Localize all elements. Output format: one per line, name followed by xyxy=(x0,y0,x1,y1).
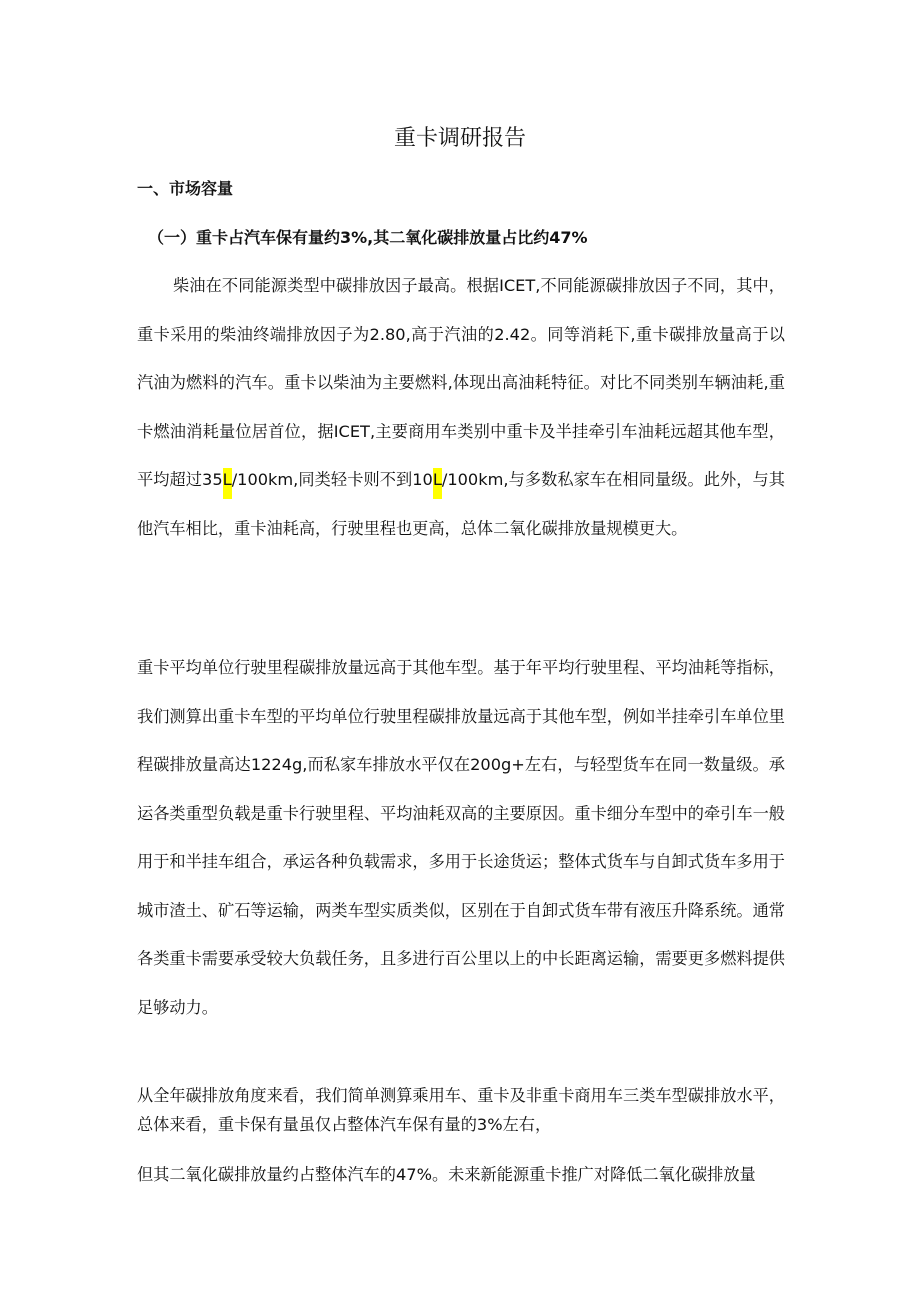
paragraph-annual-emission: 从全年碳排放角度来看，我们简单测算乘用车、重卡及非重卡商用车三类车型碳排放水平，总体来看，重卡保有量虽仅占整体汽车保有量的3%左右， xyxy=(137,1086,785,1134)
paragraph-unit-mileage-emission: 重卡平均单位行驶里程碳排放量远高于其他车型。基于年平均行驶里程、平均油耗等指标，我们测算出重卡车型的平均单位行驶里程碳排放量远高于其他车型，例如半挂牵引车单位里程碳排放量高达1224g,而私家车排放水平仅在200g+左右，与轻型货车在同一数量级。承运各类重型负载是重卡行驶里程、平均油耗双高的主要原因。重卡细分车型中的牵引车一般用于和半挂车组合，承运各种负载需求，多用于长途货运；整体式货车与自卸式货车多用于城市渣土、矿石等运输，两类车型实质类似，区别在于自卸式货车带有液压升降系统。通常各类重卡需要承受较大负载任务，且多进行百公里以上的中长距离运输，需要更多燃料提供足够动力。 xyxy=(137,658,785,1017)
paragraph-text-segment: 柴油在不同能源类型中碳排放因子最高。根据ICET,不同能源碳排放因子不同，其中，重卡采用的柴油终端排放因子为2.80,高于汽油的2.42。同等消耗下,重卡碳排放量高于以汽油为燃料的汽车。重卡以柴油为主要燃料,体现出高油耗特征。对比不同类别车辆油耗,重卡燃油消耗量位居首位，据ICET,主要商用车类别中重卡及半挂牵引车油耗远超其他车型，平均超过35 xyxy=(137,276,785,489)
highlighted-unit: L xyxy=(223,468,232,499)
paragraph-diesel-emission xyxy=(137,262,785,553)
highlighted-unit: L xyxy=(433,468,442,499)
paragraph-text-segment: /100km,同类轻卡则不到10 xyxy=(231,470,433,489)
document-title: 重卡调研报告 xyxy=(393,126,526,151)
paragraph-text-segment: /100km,与多数私家车在相同量级。此外，与其他汽车相比，重卡油耗高，行驶里程也更高，总体二氧化碳排放量规模更大。 xyxy=(137,470,785,538)
paragraph-emission-share: 但其二氧化碳排放量约占整体汽车的47%。未来新能源重卡推广对降低二氧化碳排放量 xyxy=(137,1165,756,1184)
section-heading-market-capacity: 一、市场容量 xyxy=(137,179,234,198)
subsection-heading: （一）重卡占汽车保有量约3%,其二氧化碳排放量占比约47% xyxy=(148,228,588,247)
